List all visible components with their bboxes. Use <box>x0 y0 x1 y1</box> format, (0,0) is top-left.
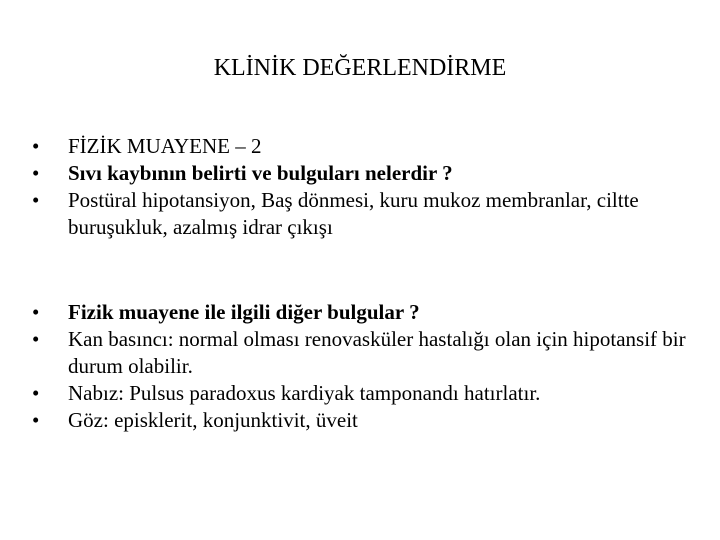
list-item-text: Nabız: Pulsus paradoxus kardiyak tamponandı hatırlatır. <box>68 381 541 405</box>
list-item <box>30 187 690 241</box>
list-item <box>30 407 690 434</box>
bullet-list-section-1 <box>30 133 690 241</box>
list-item <box>30 160 690 187</box>
slide-title: KLİNİK DEĞERLENDİRME <box>213 55 507 81</box>
bullet-icon: • <box>32 408 40 432</box>
list-item <box>30 326 690 380</box>
list-item-text: Kan basıncı: normal olması renovasküler hastalığı olan için hipotansif bir durum olabilir. <box>68 327 686 378</box>
list-item-text: Göz: episklerit, konjunktivit, üveit <box>68 408 358 432</box>
list-item-text: Sıvı kaybının belirti ve bulguları nelerdir ? <box>68 161 453 185</box>
list-item-text: Fizik muayene ile ilgili diğer bulgular ? <box>68 300 420 324</box>
bullet-icon: • <box>32 327 40 351</box>
bullet-list-section-2 <box>30 299 690 434</box>
bullet-icon: • <box>32 134 40 158</box>
bullet-icon: • <box>32 161 40 185</box>
bullet-icon: • <box>32 300 40 324</box>
bullet-icon: • <box>32 381 40 405</box>
list-item-text: FİZİK MUAYENE – 2 <box>68 134 262 158</box>
list-item <box>30 380 690 407</box>
list-item-text: Postüral hipotansiyon, Baş dönmesi, kuru mukoz membranlar, ciltte buruşukluk, azalmış idrar çıkışı <box>68 188 639 239</box>
bullet-icon: • <box>32 188 40 212</box>
list-item <box>30 299 690 326</box>
list-item <box>30 133 690 160</box>
